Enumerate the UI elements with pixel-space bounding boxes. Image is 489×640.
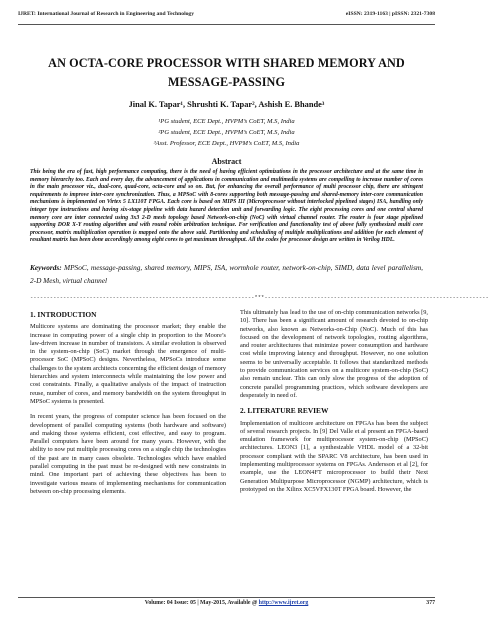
affiliation-1: ¹PG student, ECE Dept., HVPM’s CoET, M.S, India — [158, 118, 295, 125]
keywords — [30, 261, 423, 287]
introduction-paragraph-1: Multicore systems are dominating the processor market; they enable the increase in computing power of a single chip in proportion to the Moore’s law-driven increase in number of transistors. A similar evolution is observed in the system-on-chip (SoC) market through the emergence of multi-processor SoC (MPSoC) designs. Nevertheless, MPSoCs introduce some challenges to the system architects concerning the efficient design of memory hierarchies and system interconnects while maintaining the low power and cost constraints. Finally, a qualitative analysis of the impact of instruction reuse, number of cores, and memory bandwidth on the system throughput in MPSoC systems is presented. — [30, 323, 226, 405]
affiliation-3: ³Asst. Professor, ECE Dept., HVPM’s CoET, M.S, India — [153, 140, 300, 147]
introduction-paragraph-3: This ultimately has lead to the use of on-chip communication networks [9, 10]. There has been a significant amount of research devoted to on-chip networks, also known as Networks-on-Chip (NoC). Much of this has focused on the development of network topologies, routing algorithms, and router architectures that minimize power consumption and hardware cost while improving latency and throughput. However, no one solution seems to be universally acceptable. It follows that standardized methods to provide communication services on a multicore system-on-chip (SoC) also remain unclear. This can only slow the progress of the adoption of concrete parallel programming practices, which software developers are desperately in need of. — [240, 309, 428, 399]
keywords-list: MPSoC, message-passing, shared memory, MIPS, ISA, wormhole router, network-on-chip, SIMD, data level parallelism, 2-D Mesh, virtual channel — [30, 263, 424, 285]
keywords-label: Keywords: — [30, 263, 62, 272]
section-separator: --------------------------------------------------------------------***-------------------------------------------------------------------- — [30, 294, 489, 301]
header-rule — [18, 24, 435, 25]
issn: eISSN: 2319-1163 | pISSN: 2321-7308 — [345, 11, 435, 17]
abstract-text: This being the era of fast, high performance computing, there is the need of having efficient optimizations in the processor architecture and at the same time in memory hierarchy too. Each and every day, the advancement of applications in communication and multimedia systems are compelling to increase number of cores in the main processor viz., dual-core, quad-core, octa-core and so on. But, for enhancing the overall performance of multi processor chip, there are stringent requirements to improve inter-core synchronization. Thus, a MPSoC with 8-cores supporting both message-passing and shared-memory inter-core communication mechanisms is implemented on Virtex 5 LX110T FPGA. Each core is based on MIPS III (Microprocessor without interlocked pipelined stages) ISA, handling only integer type instructions and having six-stage pipeline with data hazard detection unit and forwarding logic. The eight processing cores and one central shared memory core are inter connected using 3x3 2-D mesh topology based Network-on-chip (NoC) with virtual channel router. The router is four stage pipelined supporting DOR X-Y routing algorithm and with round robin arbitration technique. For verification and functionality test of above fully synthesized multi core processor, matrix multiplication operation is mapped onto the above said. Partitioning and scheduling of multiple multiplications and addition for each element of resultant matrix has been done accordingly among eight cores to get maximum throughput. All the codes for processor design are written in Verilog HDL. — [30, 169, 423, 244]
page-number: 377 — [426, 600, 435, 606]
abstract-heading: Abstract — [211, 157, 242, 166]
journal-name: IJRET: International Journal of Research in Engineering and Technology — [18, 11, 195, 17]
title-line-1: AN OCTA-CORE PROCESSOR WITH SHARED MEMORY AND — [48, 56, 405, 70]
introduction-paragraph-2: In recent years, the progress of computer science has been focused on the development of parallel computing systems (both hardware and software) and making those systems efficient, cost effective, and easy to program. Parallel computers have been around for many years. However, with the ability to now put multiple processing cores on a single chip the technologies of the past are in many cases obsolete. Technologies which have enabled parallel computing in the past must be re-designed with new constraints in mind. One important part of achieving these objectives has been to investigate various means of implementing mechanisms for communication between on-chip processing elements. — [30, 413, 226, 495]
literature-review-heading: 2. LITERATURE REVIEW — [240, 406, 329, 416]
authors: Jinal K. Tapar¹, Shrushti K. Tapar², Ashish E. Bhande³ — [128, 100, 325, 109]
footer-citation — [18, 600, 435, 606]
running-header — [18, 11, 435, 23]
footer-volume: Volume: 04 Issue: 05 | May-2015, Available @ — [144, 600, 259, 606]
title-line-2: MESSAGE-PASSING — [167, 75, 286, 89]
footer-rule — [18, 597, 435, 598]
left-column — [30, 309, 226, 503]
affiliation-2: ²PG student, ECE Dept., HVPM’s CoET, M.S, India — [158, 129, 295, 136]
journal-url-link[interactable]: http://www.ijret.org — [258, 600, 309, 606]
right-column — [240, 309, 428, 501]
introduction-heading: 1. INTRODUCTION — [30, 310, 97, 319]
literature-review-paragraph: Implementation of multicore architecture on FPGAs has been the subject of several research projects. In [9] Del Valle et al present an FPGA-based emulation framework for multiprocessor system-on-chip (MPSoC) architectures. LEON3 [1], a synthesizable VHDL model of a 32-bit processor compliant with the SPARC V8 architecture, has been used in implementing multiprocessor systems on FPGAs. Andersson et al [2], for example, use the LEON4FT microprocessor to build their Next Generation Multipurpose Microprocessor (NGMP) architecture, which is prototyped on the Xilinx XC5VFX130T FPGA board. However, the — [240, 419, 428, 493]
paper-title — [30, 54, 423, 92]
